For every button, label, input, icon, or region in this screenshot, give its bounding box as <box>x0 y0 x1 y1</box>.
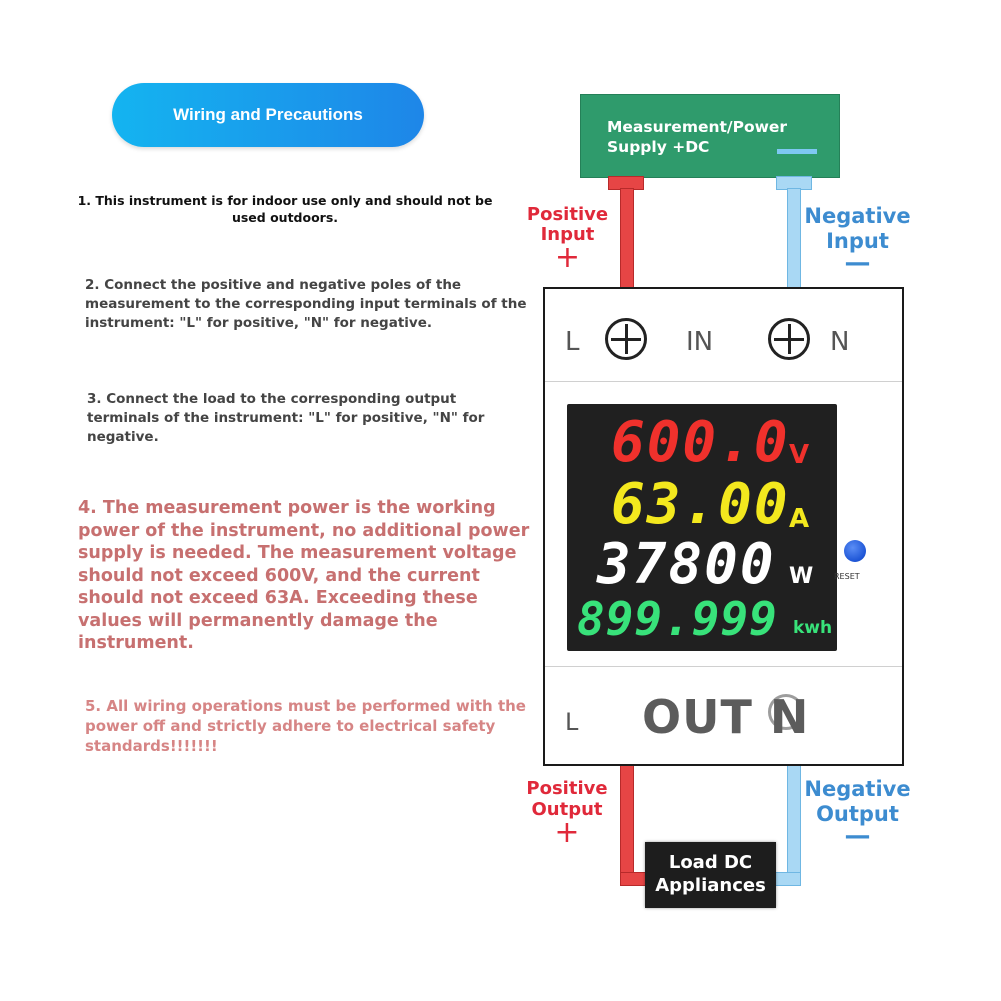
power-unit: W <box>789 564 814 589</box>
meter-divider-bottom <box>545 666 902 667</box>
positive-output-wire <box>620 765 634 885</box>
load-appliances-label <box>645 851 776 897</box>
meter-display <box>567 404 837 651</box>
title-text: Wiring and Precautions <box>173 105 363 124</box>
positive-output-line2: Output <box>531 799 603 820</box>
load-line2: Appliances <box>655 875 766 896</box>
load-line1: Load DC <box>668 852 753 873</box>
voltage-unit: V <box>789 440 810 470</box>
screw-icon <box>605 318 647 360</box>
supply-negative-marker <box>777 149 817 154</box>
input-in-label: IN <box>686 327 714 357</box>
current-reading: 63.00 <box>611 472 790 537</box>
screw-icon <box>768 318 810 360</box>
negative-input-wire <box>787 188 801 288</box>
output-l-label: L <box>565 708 579 736</box>
note-1: 1. This instrument is for indoor use only and should not be used outdoors. <box>77 193 493 225</box>
minus-sign-icon: — <box>844 248 871 278</box>
plus-sign-icon: + <box>554 815 580 850</box>
reset-button[interactable] <box>844 540 866 562</box>
output-label: OUT N <box>642 690 810 744</box>
minus-sign-icon: — <box>844 821 871 851</box>
negative-output-line2: Output <box>816 802 899 826</box>
note-3: 3. Connect the load to the corresponding output terminals of the instrument: "L" for positive, "N" for negative. <box>87 391 485 445</box>
current-unit: A <box>789 504 810 534</box>
voltage-reading: 600.0 <box>611 410 790 475</box>
input-l-label: L <box>565 327 580 357</box>
plus-sign-icon: + <box>554 240 581 275</box>
note-4: 4. The measurement power is the working power of the instrument, no additional power supply is needed. The measurement voltage should not exceed 600V, and the current should not exceed 63A. Exceeding these values will permanently damage the instrument. <box>78 498 530 653</box>
title-banner <box>112 83 424 147</box>
negative-input-label <box>800 204 915 278</box>
input-n-label: N <box>830 327 850 357</box>
positive-output-line1: Positive <box>526 778 608 799</box>
positive-input-label <box>520 204 615 275</box>
positive-input-wire <box>620 188 634 288</box>
negative-output-line1: Negative <box>804 777 911 801</box>
note-5: 5. All wiring operations must be performed with the power off and strictly adhere to electrical safety standards!!!!!!! <box>85 697 526 755</box>
positive-input-line2: Input <box>540 224 595 245</box>
power-supply-label: Measurement/Power Supply +DC <box>607 118 788 156</box>
meter-divider-top <box>545 381 902 382</box>
reset-label: RESET <box>834 572 860 581</box>
note-2: 2. Connect the positive and negative poles of the measurement to the corresponding input terminals of the instrument: "L" for positive, "N" for negative. <box>85 277 527 331</box>
negative-output-wire-bend <box>772 872 801 886</box>
positive-output-label <box>518 778 616 850</box>
negative-output-label <box>800 777 915 851</box>
negative-output-wire <box>787 765 801 885</box>
power-reading: 37800 <box>597 532 776 597</box>
energy-reading: 899.999 <box>577 592 778 646</box>
energy-unit: kwh <box>793 618 833 638</box>
positive-input-line1: Positive <box>526 204 609 225</box>
negative-input-line2: Input <box>826 229 889 253</box>
negative-input-line1: Negative <box>804 204 911 228</box>
